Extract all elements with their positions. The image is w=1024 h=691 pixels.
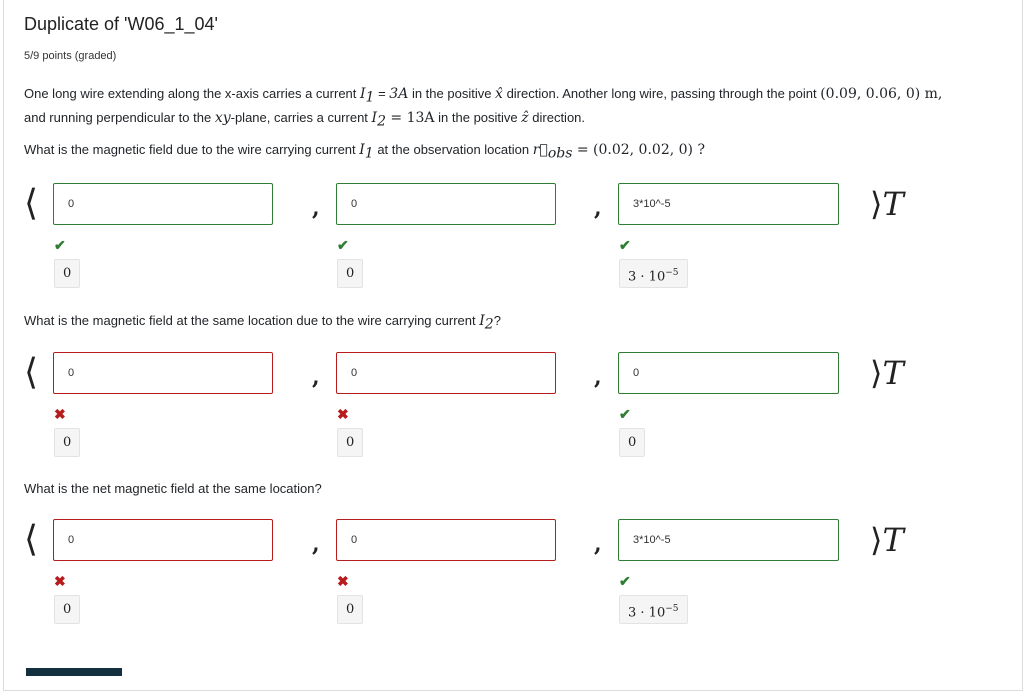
check-icon: ✔: [619, 406, 631, 422]
answer-preview-value: 0: [63, 435, 72, 450]
answer-preview: [337, 259, 363, 288]
vector-right-bracket: ⟩: [870, 354, 883, 392]
vector-right-bracket-unit: [870, 355, 904, 391]
answer-preview-value: 0: [628, 435, 637, 450]
answer-input-q3-y[interactable]: [336, 519, 556, 561]
vector-right-bracket: ⟩: [870, 521, 883, 559]
answer-preview-value: 0: [346, 435, 355, 450]
check-icon: ✔: [54, 237, 66, 253]
vector-comma: ,: [312, 195, 320, 221]
vector-right-bracket-unit: [870, 186, 904, 222]
vector-right-bracket-unit: [870, 522, 904, 558]
answer-preview: [337, 595, 363, 624]
vector-left-bracket: ⟨: [24, 352, 39, 393]
check-icon: ✔: [619, 237, 631, 253]
answer-input-q2-y[interactable]: [336, 352, 556, 394]
vector-comma: ,: [594, 195, 602, 221]
answer-preview: [54, 428, 80, 457]
answer-preview-exponent: −5: [665, 268, 679, 278]
answer-input-q3-z[interactable]: [618, 519, 839, 561]
question-1-text: What is the magnetic field due to the wire carrying current $I_1$ at the observation location $r⃗_{obs} = (0.02$, 0.02, 0) ?: [24, 142, 705, 162]
question-3-text: What is the net magnetic field at the same location?: [24, 481, 322, 496]
vector-right-bracket: ⟩: [870, 185, 883, 223]
cross-icon: ✖: [337, 406, 349, 422]
vector-comma: ,: [312, 364, 320, 390]
answer-input-q2-x[interactable]: [53, 352, 273, 394]
answer-preview-value: 3 · 10: [628, 269, 666, 285]
answer-input-q1-z[interactable]: [618, 183, 839, 225]
answer-preview-exponent: −5: [665, 604, 679, 614]
unit-label: T: [882, 185, 904, 223]
problem-statement: One long wire extending along the x-axis carries a current $I_1 = 3A$ in the positive x̂ direction. Another long wire, passing through the point (0.09, 0.06, 0) m, and running perpendicular to the xy-plane, carries a current $I_2 = 13A$ in the positive ẑ direction.: [24, 86, 943, 130]
unit-label: T: [882, 354, 904, 392]
cross-icon: ✖: [54, 573, 66, 589]
answer-input-q1-y[interactable]: [336, 183, 556, 225]
answer-preview-value: 0: [346, 266, 355, 281]
submit-button[interactable]: [26, 668, 122, 676]
cross-icon: ✖: [54, 406, 66, 422]
answer-preview: [54, 259, 80, 288]
answer-input-q2-z[interactable]: [618, 352, 839, 394]
vector-left-bracket: ⟨: [24, 183, 39, 224]
answer-preview: [619, 428, 645, 457]
answer-input-q1-x[interactable]: [53, 183, 273, 225]
vector-comma: ,: [594, 531, 602, 557]
points-status: 5/9 points (graded): [24, 50, 117, 62]
answer-preview-value: 0: [63, 602, 72, 617]
vector-comma: ,: [312, 531, 320, 557]
question-2-text: What is the magnetic field at the same location due to the wire carrying current $I_2$?: [24, 313, 501, 333]
problem-card: [3, 0, 1023, 691]
unit-label: T: [882, 521, 904, 559]
answer-preview: [337, 428, 363, 457]
answer-preview: [619, 595, 688, 624]
vector-left-bracket: ⟨: [24, 519, 39, 560]
answer-preview-value: 3 · 10: [628, 605, 666, 621]
answer-preview: [54, 595, 80, 624]
answer-input-q3-x[interactable]: [53, 519, 273, 561]
answer-preview-value: 0: [346, 602, 355, 617]
vector-comma: ,: [594, 364, 602, 390]
check-icon: ✔: [337, 237, 349, 253]
answer-preview: [619, 259, 688, 288]
check-icon: ✔: [619, 573, 631, 589]
problem-title: Duplicate of 'W06_1_04': [24, 14, 218, 34]
cross-icon: ✖: [337, 573, 349, 589]
answer-preview-value: 0: [63, 266, 72, 281]
